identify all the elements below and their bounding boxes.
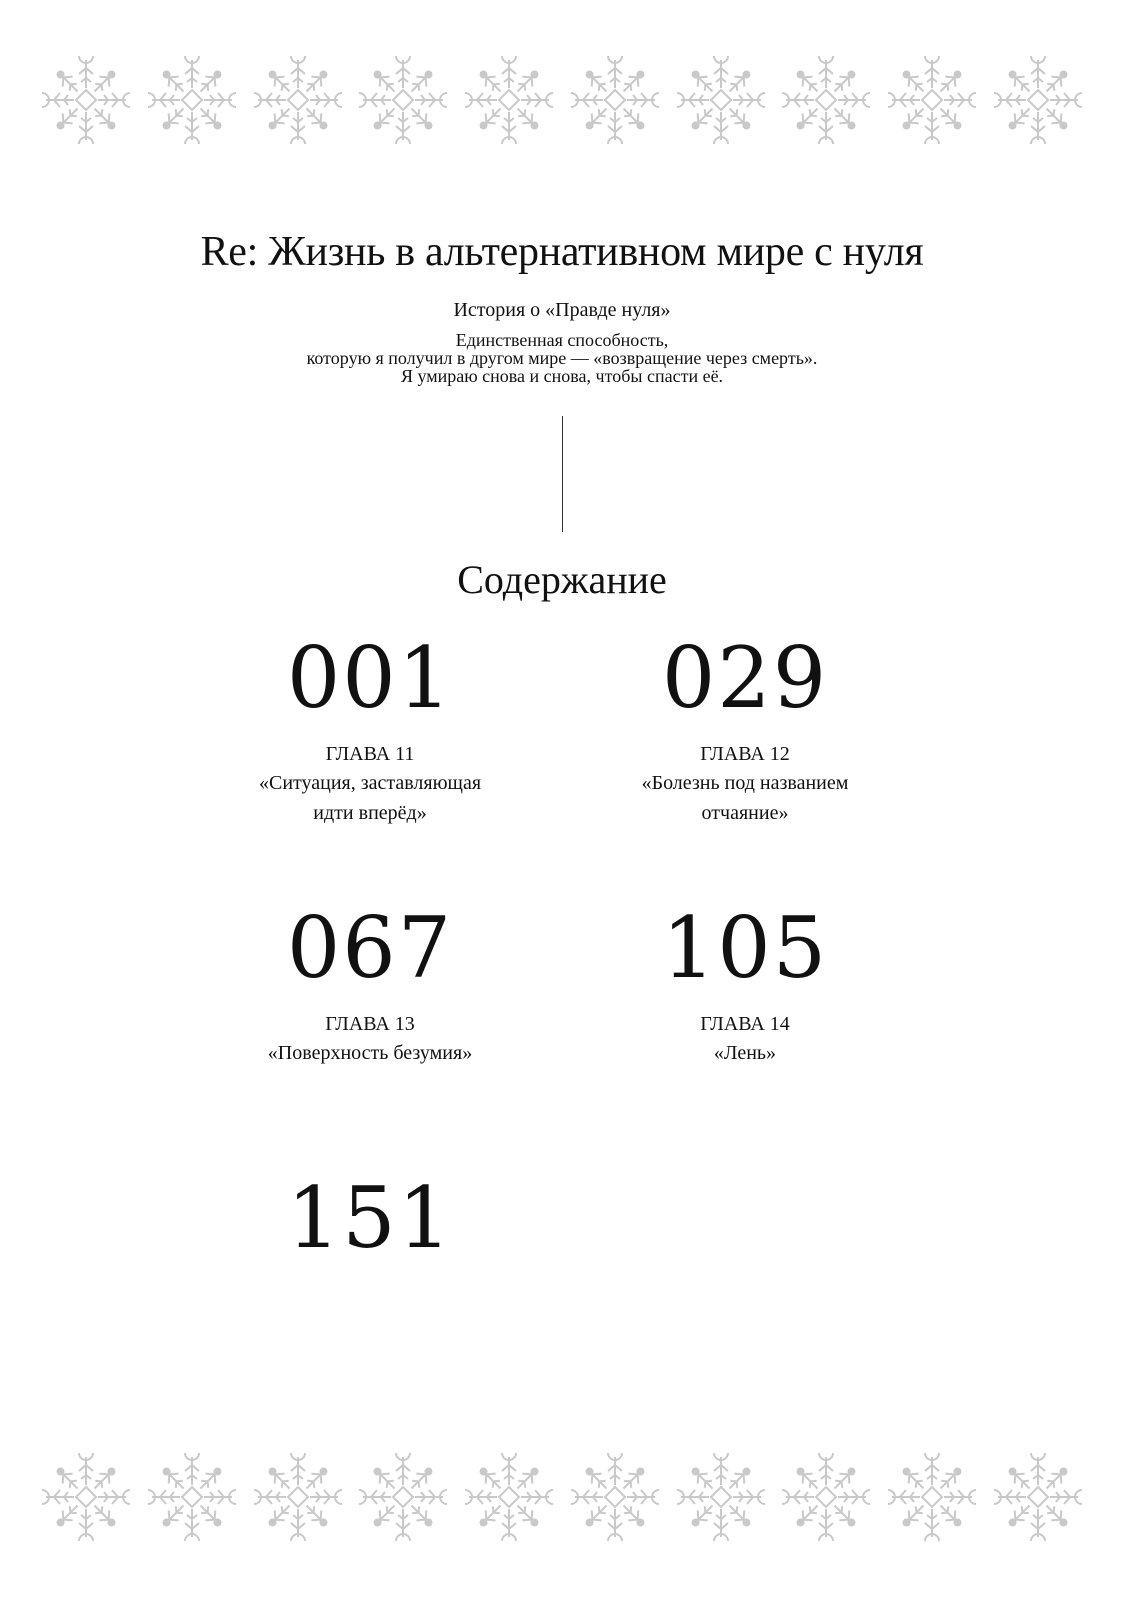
snowflake-ornament-icon [140, 1445, 244, 1549]
snowflake-ornament-icon [563, 1445, 667, 1549]
toc-chapter-label: ГЛАВА 11 [325, 743, 415, 765]
toc-chapter-label: ГЛАВА 12 [700, 743, 790, 765]
book-subtitle: История о «Правде нуля» [453, 299, 671, 321]
tagline-line: Я умираю снова и снова, чтобы спасти её. [400, 366, 724, 386]
snowflake-ornament-icon [986, 48, 1090, 152]
snowflake-ornament-icon [457, 48, 561, 152]
snowflake-ornament-icon [880, 48, 984, 152]
bottom-ornament-band [34, 1445, 1090, 1555]
toc-chapter-title: «Ситуация, заставляющая [258, 772, 482, 794]
toc-entry[interactable] [200, 900, 540, 1068]
snowflake-ornament-icon [351, 48, 455, 152]
toc-entry[interactable] [575, 630, 915, 828]
toc-page-number: 067 [286, 899, 454, 997]
book-title: Re: Жизнь в альтернативном мире с нуля [200, 229, 924, 275]
snowflake-ornament-icon [774, 1445, 878, 1549]
snowflake-ornament-icon [669, 1445, 773, 1549]
toc-chapter-label: ГЛАВА 14 [700, 1013, 790, 1035]
snowflake-ornament-icon [669, 48, 773, 152]
toc-entry[interactable] [200, 1170, 540, 1280]
toc-chapter-title: идти вперёд» [313, 802, 427, 824]
contents-heading: Содержание [457, 557, 667, 602]
toc-chapter-title: «Лень» [713, 1042, 777, 1064]
top-ornament-band [34, 48, 1090, 158]
toc-chapter-title: отчаяние» [701, 802, 789, 824]
snowflake-ornament-icon [457, 1445, 561, 1549]
snowflake-ornament-icon [351, 1445, 455, 1549]
vertical-divider [562, 416, 563, 532]
snowflake-ornament-icon [246, 1445, 350, 1549]
tagline-line: которую я получил в другом мире — «возвращение через смерть». [306, 348, 818, 368]
snowflake-ornament-icon [563, 48, 667, 152]
snowflake-ornament-icon [986, 1445, 1090, 1549]
toc-page-number: 029 [661, 629, 829, 727]
toc-chapter-label: ГЛАВА 13 [325, 1013, 415, 1035]
snowflake-ornament-icon [34, 48, 138, 152]
toc-entry[interactable] [575, 900, 915, 1068]
toc-chapter-title: «Поверхность безумия» [267, 1042, 473, 1064]
toc-page-number: 105 [661, 899, 829, 997]
book-tagline [0, 331, 1124, 385]
snowflake-ornament-icon [140, 48, 244, 152]
snowflake-ornament-icon [880, 1445, 984, 1549]
toc-page-number: 001 [286, 629, 454, 727]
toc-page-number: 151 [286, 1169, 454, 1267]
toc-entry[interactable] [200, 630, 540, 828]
toc-chapter-title: «Болезнь под названием [641, 772, 849, 794]
snowflake-ornament-icon [34, 1445, 138, 1549]
snowflake-ornament-icon [246, 48, 350, 152]
tagline-line: Единственная способность, [455, 330, 669, 350]
snowflake-ornament-icon [774, 48, 878, 152]
